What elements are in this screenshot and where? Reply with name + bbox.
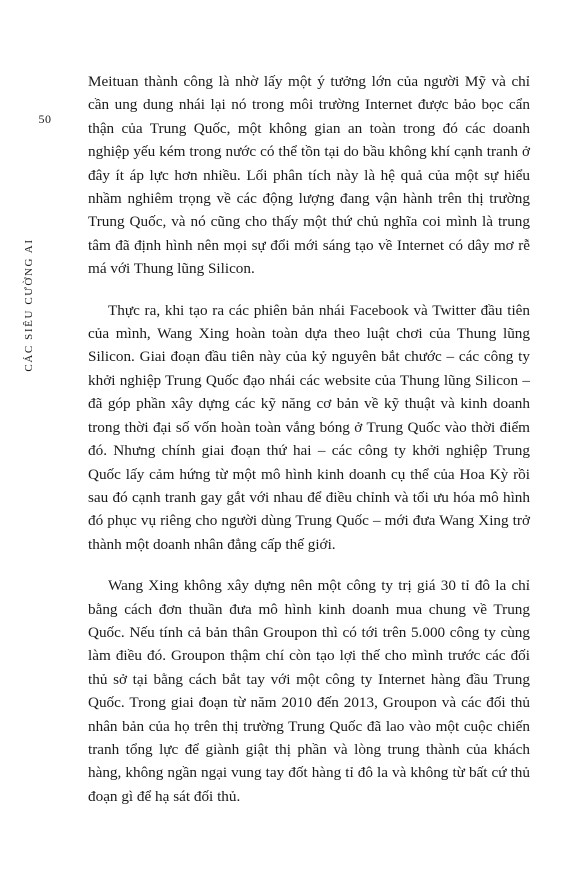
paragraph-2: Thực ra, khi tạo ra các phiên bản nhái Facebook và Twitter đầu tiên của mình, Wang Xing hoàn toàn dựa theo luật chơi của Thung lũng Silicon. Giai đoạn đầu tiên này của kỷ nguyên bắt chước – các công ty khởi nghiệp Trung Quốc đạo nhái các website của Thung lũng Silicon – đã góp phần xây dựng các kỹ năng cơ bản về kỹ thuật và kinh doanh trong thời đại số vốn hoàn toàn vắng bóng ở Trung Quốc vào thời điểm đó. Nhưng chính giai đoạn thứ hai – các công ty khởi nghiệp Trung Quốc lấy cảm hứng từ một mô hình kinh doanh cụ thể của Hoa Kỳ rồi sau đó cạnh tranh gay gắt với nhau để điều chỉnh và tối ưu hóa mô hình đó phục vụ riêng cho người dùng Trung Quốc – mới đưa Wang Xing trở thành một doanh nhân đẳng cấp thế giới. xyxy=(88,301,530,553)
running-head: CÁC SIÊU CƯỜNG AI xyxy=(23,238,35,372)
paragraph-1: Meituan thành công là nhờ lấy một ý tưởng lớn của người Mỹ và chỉ cần ung dung nhái lại nó trong môi trường Internet được bảo bọc cẩn thận của Trung Quốc, một không gian an toàn trong đó các doanh nghiệp yếu kém trong nước có thể tồn tại do bầu không khí cạnh tranh ở đây ít áp lực hơn nhiều. Lối phân tích này là hệ quả của một sự hiểu nhầm nghiêm trọng về các động lượng đang vận hành trên thị trường Trung Quốc, và nó cũng cho thấy một thứ chủ nghĩa coi mình là trung tâm đã định hình nên mọi sự đổi mới sáng tạo về Internet có dây mơ rễ má với Thung lũng Silicon. xyxy=(88,73,530,278)
paragraph-3: Wang Xing không xây dựng nên một công ty trị giá 30 tỉ đô la chỉ bằng cách đơn thuần đưa mô hình kinh doanh mua chung về Trung Quốc. Nếu tính cả bản thân Groupon thì có tới trên 5.000 công ty cùng làm điều đó. Groupon thậm chí còn tạo lợi thế cho mình trước các đối thủ sở tại bằng cách bắt tay với một công ty Internet hàng đầu Trung Quốc. Trong giai đoạn từ năm 2010 đến 2013, Groupon và các đối thủ nhân bản của họ trên thị trường Trung Quốc đã lao vào một cuộc chiến tranh tổng lực để giành giật thị phần và lòng trung thành của khách hàng, không ngần ngại vung tay đốt hàng tỉ đô la và không từ bất cứ thủ đoạn gì để hạ sát đối thủ. xyxy=(88,577,530,805)
page-number: 50 xyxy=(38,112,52,126)
body-text xyxy=(88,70,530,826)
